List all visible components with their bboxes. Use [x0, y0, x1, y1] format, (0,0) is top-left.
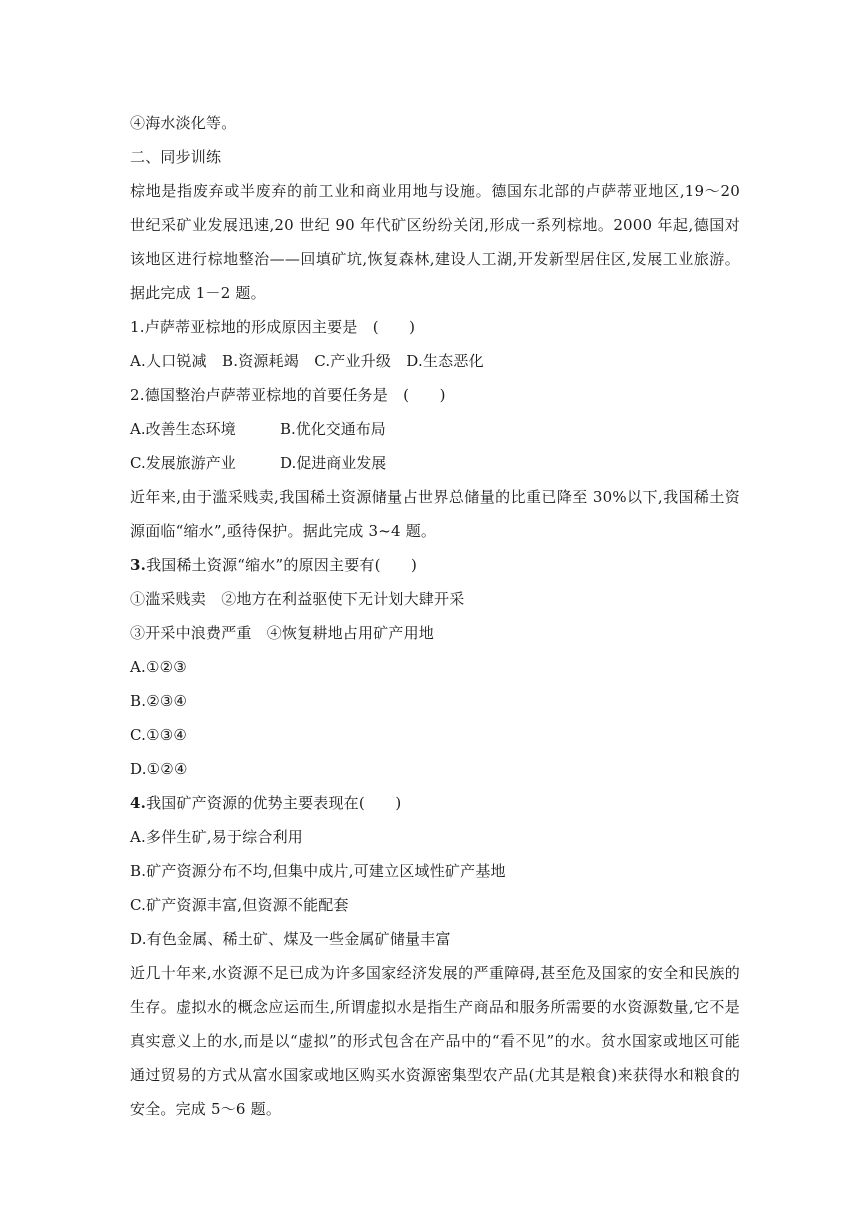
- question-4-stem-line: [130, 786, 740, 820]
- passage-brownfield: 棕地是指废弃或半废弃的前工业和商业用地与设施。德国东北部的卢萨蒂亚地区,19～20 世纪采矿业发展迅速,20 世纪 90 年代矿区纷纷关闭,形成一系列棕地。2000 年起,德国对该地区进行棕地整治——回填矿坑,恢复森林,建设人工湖,开发新型居住区,发展工业旅游。据此完成 1－2 题。: [130, 182, 740, 302]
- question-4-number: 4.: [130, 794, 147, 812]
- passage-virtual-water: 近几十年来,水资源不足已成为许多国家经济发展的严重障碍,甚至危及国家的安全和民族的生存。虚拟水的概念应运而生,所谓虚拟水是指生产商品和服务所需要的水资源数量,它不是真实意义上的水,而是以“虚拟”的形式包含在产品中的“看不见”的水。贫水国家或地区可能通过贸易的方式从富水国家或地区购买水资源密集型农产品(尤其是粮食)来获得水和粮食的安全。完成 5～6 题。: [130, 964, 740, 1118]
- question-4-option-c: C.矿产资源丰富,但资源不能配套: [130, 896, 349, 914]
- question-2-stem: 2.德国整治卢萨蒂亚棕地的首要任务是 ( ): [130, 386, 446, 404]
- question-4-option-a: A.多伴生矿,易于综合利用: [130, 828, 303, 846]
- question-1-options: A.人口锐减 B.资源耗竭 C.产业升级 D.生态恶化: [130, 352, 484, 370]
- question-2-options-row-2: [130, 446, 740, 480]
- question-3-option-d: D.①②④: [130, 760, 188, 778]
- question-2-option-a: A.改善生态环境: [130, 420, 236, 438]
- question-4-option-b: B.矿产资源分布不均,但集中成片,可建立区域性矿产基地: [130, 862, 506, 880]
- question-3-items-line-2: ③开采中浪费严重 ④恢复耕地占用矿产用地: [130, 624, 435, 642]
- question-2-option-d: D.促进商业发展: [280, 454, 387, 472]
- passage-rare-earth: 近年来,由于滥采贱卖,我国稀土资源储量占世界总储量的比重已降至 30%以下,我国稀土资源面临“缩水”,亟待保护。据此完成 3~4 题。: [130, 488, 740, 540]
- question-3-option-c: C.①③④: [130, 726, 188, 744]
- question-2-option-c: C.发展旅游产业: [130, 454, 236, 472]
- question-3-option-b: B.②③④: [130, 692, 188, 710]
- question-3-option-a: A.①②③: [130, 658, 187, 676]
- question-3-number: 3.: [130, 556, 147, 574]
- question-4-option-d: D.有色金属、稀土矿、煤及一些金属矿储量丰富: [130, 930, 451, 948]
- question-4-stem: 我国矿产资源的优势主要表现在( ): [146, 794, 402, 812]
- question-1-stem: 1.卢萨蒂亚棕地的形成原因主要是 ( ): [130, 318, 416, 336]
- section-title: 二、同步训练: [130, 148, 222, 166]
- question-3-stem-line: [130, 548, 740, 582]
- question-2-option-b: B.优化交通布局: [280, 420, 386, 438]
- question-3-items-line-1: ①滥采贱卖 ②地方在利益驱使下无计划大肆开采: [130, 590, 465, 608]
- intro-tail-line: ④海水淡化等。: [130, 114, 237, 132]
- document-body: [130, 106, 740, 1126]
- question-2-options-row-1: [130, 412, 740, 446]
- question-3-stem: 我国稀土资源“缩水”的原因主要有( ): [146, 556, 418, 574]
